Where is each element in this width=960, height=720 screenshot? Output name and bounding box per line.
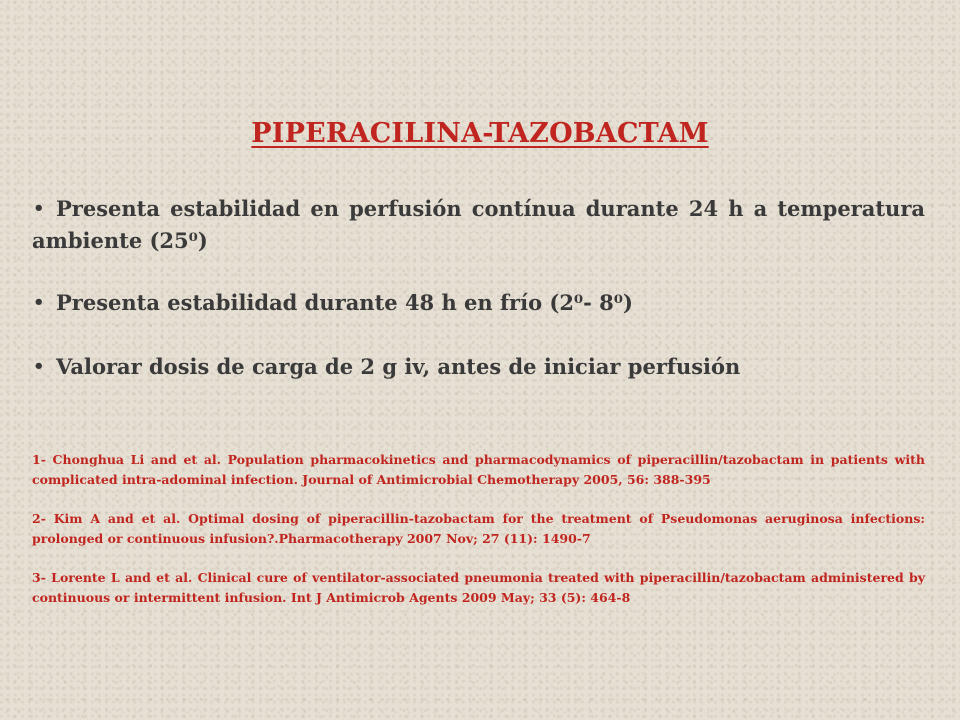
reference-item: 3- Lorente L and et al. Clinical cure of ventilator-associated pneumonia treated with piperacillin/tazobactam administered by continuous or intermittent infusion. Int J Antimicrob Agents 2009 May; 33 (5): 464-8 [32,570,925,605]
bullet-icon: • [33,356,45,377]
bullet-list [32,193,925,383]
slide-title: PIPERACILINA-TAZOBACTAM [251,118,709,149]
bullet-item [32,287,925,319]
reference-item: 1- Chonghua Li and et al. Population pharmacokinetics and pharmacodynamics of piperacillin/tazobactam in patients with complicated intra-adominal infection. Journal of Antimicrobial Chemotherapy 2005, 56: 388-395 [32,452,925,487]
bullet-item [32,351,925,383]
bullet-text: Valorar dosis de carga de 2 g iv, antes de iniciar perfusión [56,354,741,379]
reference-list [32,450,925,627]
bullet-text: Presenta estabilidad en perfusión contínua durante 24 h a temperatura ambiente (25⁰) [32,196,925,253]
bullet-icon: • [33,292,45,313]
bullet-text: Presenta estabilidad durante 48 h en frío (2⁰- 8⁰) [56,290,633,315]
bullet-icon: • [33,198,45,219]
reference-item: 2- Kim A and et al. Optimal dosing of piperacillin-tazobactam for the treatment of Pseudomonas aeruginosa infections: prolonged or continuous infusion?.Pharmacotherapy 2007 Nov; 27 (11): 1490-7 [32,511,925,546]
bullet-item [32,193,925,257]
